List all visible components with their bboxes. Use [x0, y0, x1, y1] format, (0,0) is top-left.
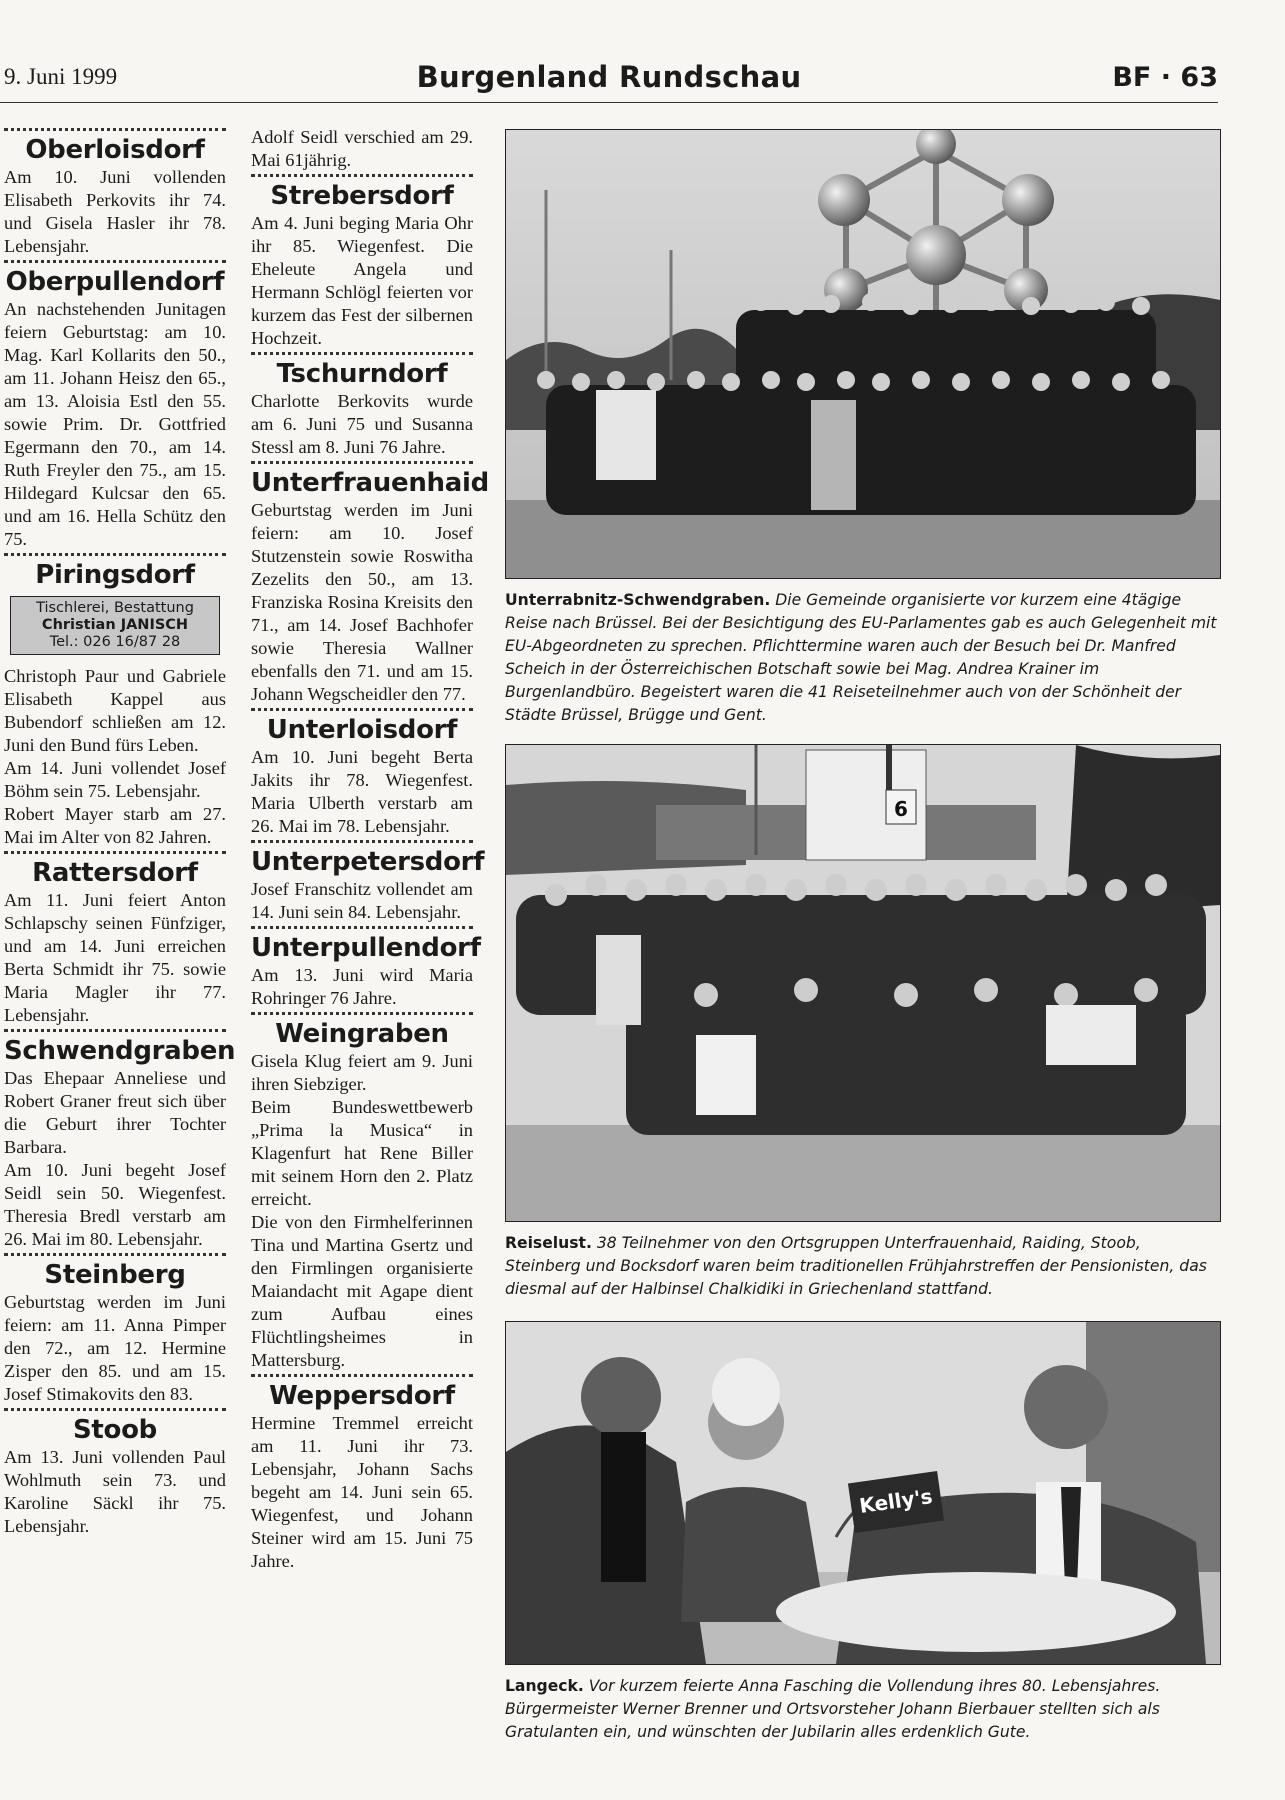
greek-sign-number: 6	[894, 797, 908, 821]
caption-lead: Langeck.	[505, 1677, 584, 1695]
section-text: Am 13. Juni wird Maria Rohringer 76 Jahre.	[251, 965, 473, 1008]
section-weingraben	[251, 1012, 473, 1372]
dotted-divider	[4, 1029, 226, 1032]
ad-line: Tischlerei, Bestattung	[36, 600, 194, 616]
section-strebersdorf	[251, 174, 473, 350]
section-steinberg	[4, 1253, 226, 1406]
section-title: Unterpetersdorf	[251, 847, 485, 877]
section-text: Gisela Klug feiert am 9. Juni ihren Siebziger.	[251, 1051, 473, 1094]
section-piringsdorf	[4, 553, 226, 849]
page-number: BF · 63	[1112, 62, 1218, 93]
photo-caption-langeck	[505, 1675, 1221, 1744]
section-text: Geburtstag werden im Juni feiern: am 10. Josef Stutzenstein sowie Roswitha Zezelits den 50., am 13. Franziska Rosina Kreisits den 71., am 14. Josef Bachhofer sowie Theresia Wallner ebenfalls den 71. und am 15. Johann Wegscheidler den 77.	[251, 500, 473, 704]
caption-text: Die Gemeinde organisierte vor kurzem eine 4tägige Reise nach Brüssel. Bei der Besichtigung des EU-Parlamentes gab es auch Gelegenheit mit EU-Abgeordneten zu sprechen. Pflichttermine waren auch der Besuch bei Dr. Manfred Scheich in der Österreichischen Botschaft sowie bei Mag. Andrea Krainer im Burgenlandbüro. Begeistert waren die 41 Reiseteilnehmer auch von der Schönheit der Städte Brüssel, Brügge und Gent.	[505, 591, 1217, 724]
newspaper-title: Burgenland Rundschau	[416, 60, 802, 94]
section-unterfrauenhaid	[251, 461, 489, 706]
section-title: Piringsdorf	[35, 560, 195, 590]
dotted-divider	[251, 926, 473, 929]
section-text: Adolf Seidl verschied am 29. Mai 61jährig.	[251, 127, 473, 170]
section-oberloisdorf	[4, 128, 226, 258]
section-title: Strebersdorf	[270, 181, 454, 211]
section-schwendgraben	[4, 1029, 236, 1251]
section-text: Das Ehepaar Anneliese und Robert Graner freut sich über die Geburt ihrer Tochter Barbara.	[4, 1068, 226, 1157]
section-text: Geburtstag werden im Juni feiern: am 11. Anna Pimper den 72., am 12. Hermine Zisper den 85. und am 15. Josef Stimakovits den 83.	[4, 1292, 226, 1404]
atomium-group-image	[506, 130, 1220, 578]
section-title: Weingraben	[275, 1019, 449, 1049]
section-text: Am 14. Juni vollendet Josef Böhm sein 75. Lebensjahr.	[4, 758, 226, 801]
dotted-divider	[251, 461, 473, 464]
section-oberpullendorf	[4, 260, 226, 551]
section-title: Oberpullendorf	[5, 267, 225, 297]
caption-text: Vor kurzem feierte Anna Fasching die Vollendung ihres 80. Lebensjahres. Bürgermeister Werner Brenner und Ortsvorsteher Johann Bierbauer stellten sich als Gratulanten ein, und wünschten der Jubilarin alles erdenklich Gute.	[505, 1677, 1161, 1741]
dotted-divider	[4, 851, 226, 854]
greece-group-image	[506, 745, 1220, 1221]
caption-lead: Reiselust.	[505, 1234, 592, 1252]
section-text: Beim Bundeswettbewerb „Prima la Musica“ in Klagenfurt hat Rene Biller mit seinem Horn den 2. Platz erreicht.	[251, 1097, 473, 1209]
photo-atomium-group	[505, 129, 1221, 579]
issue-date: 9. Juni 1999	[4, 64, 118, 89]
photo-caption-greece	[505, 1232, 1221, 1301]
dotted-divider	[251, 1012, 473, 1015]
section-title: Steinberg	[44, 1260, 186, 1290]
section-text: An nachstehenden Junitagen feiern Geburtstag: am 10. Mag. Karl Kollarits den 50., am 11. Johann Heisz den 65., am 13. Aloisia Estl den 55. sowie Prim. Dr. Gottfried Egermann den 70., am 14. Ruth Freyler den 75., am 15. Hildegard Kulcsar den 65. und am 16. Hella Schütz den 75.	[4, 299, 226, 549]
advertisement-box	[10, 596, 220, 655]
section-text: Am 13. Juni vollenden Paul Wohlmuth sein 73. und Karoline Säckl ihr 75. Lebensjahr.	[4, 1447, 226, 1536]
langeck-image	[506, 1322, 1220, 1664]
section-title: Weppersdorf	[269, 1381, 455, 1411]
section-title: Unterloisdorf	[266, 715, 458, 745]
section-text: Am 10. Juni begeht Berta Jakits ihr 78. Wiegenfest. Maria Ulberth verstarb am 26. Mai im 78. Lebensjahr.	[251, 747, 473, 836]
section-text: Charlotte Berkovits wurde am 6. Juni 75 und Susanna Stessl am 8. Juni 76 Jahre.	[251, 391, 473, 457]
left-column	[4, 126, 236, 1538]
section-text: Josef Franschitz vollendet am 14. Juni sein 84. Lebensjahr.	[251, 879, 473, 922]
section-title: Stoob	[73, 1415, 157, 1445]
section-text: Hermine Tremmel erreicht am 11. Juni ihr 73. Lebensjahr, Johann Sachs begeht am 14. Juni sein 65. Wiegenfest, und Johann Steiner wird am 15. Juni 75 Jahre.	[251, 1413, 473, 1571]
section-title: Unterfrauenhaid	[251, 468, 489, 498]
caption-lead: Unterrabnitz-Schwendgraben.	[505, 591, 771, 609]
section-text: Christoph Paur und Gabriele Elisabeth Kappel aus Bubendorf schließen am 12. Juni den Bund fürs Leben.	[4, 666, 226, 755]
middle-column	[251, 126, 489, 1573]
section-unterloisdorf	[251, 708, 473, 838]
dotted-divider	[4, 553, 226, 556]
dotted-divider	[251, 708, 473, 711]
kellys-label: Kelly's	[857, 1484, 934, 1519]
section-text: Am 11. Juni feiert Anton Schlapschy seinen Fünfziger, und am 14. Juni erreichen Berta Schmidt ihr 75. sowie Maria Magler ihr 77. Lebensjahr.	[4, 890, 226, 1025]
section-text: Am 10. Juni begeht Josef Seidl sein 50. Wiegenfest. Theresia Bredl verstarb am 26. Mai im 80. Lebensjahr.	[4, 1160, 226, 1249]
dotted-divider	[4, 128, 226, 131]
dotted-divider	[251, 840, 473, 843]
caption-text: 38 Teilnehmer von den Ortsgruppen Unterfrauenhaid, Raiding, Stoob, Steinberg und Bocksdorf waren beim traditionellen Frühjahrstreffen der Pensionisten, das diesmal auf der Halbinsel Chalkidiki in Griechenland stattfand.	[505, 1234, 1207, 1298]
photo-caption-atomium	[505, 589, 1221, 727]
section-title: Schwendgraben	[4, 1036, 236, 1066]
section-text: Robert Mayer starb am 27. Mai im Alter von 82 Jahren.	[4, 804, 226, 847]
photo-greece-group	[505, 744, 1221, 1222]
section-title: Rattersdorf	[32, 858, 198, 888]
section-title: Tschurndorf	[276, 359, 448, 389]
dotted-divider	[251, 352, 473, 355]
section-unterpetersdorf	[251, 840, 485, 924]
section-unterpullendorf	[251, 926, 481, 1010]
dotted-divider	[4, 1253, 226, 1256]
photo-langeck	[505, 1321, 1221, 1665]
dotted-divider	[4, 1408, 226, 1411]
dotted-divider	[251, 174, 473, 177]
section-rattersdorf	[4, 851, 226, 1027]
page-header	[0, 60, 1218, 103]
section-title: Oberloisdorf	[25, 135, 205, 165]
section-tschurndorf	[251, 352, 473, 459]
section-stoob	[4, 1408, 226, 1538]
section-text: Die von den Firmhelferinnen Tina und Martina Gsertz und den Firmlingen organisierte Maiandacht mit Agape dient zum Aufbau eines Flüchtlingsheimes in Mattersburg.	[251, 1212, 473, 1370]
section-text: Am 10. Juni vollenden Elisabeth Perkovits ihr 74. und Gisela Hasler ihr 78. Lebensjahr.	[4, 167, 226, 256]
ad-name: Christian JANISCH	[41, 617, 189, 633]
dotted-divider	[251, 1374, 473, 1377]
dotted-divider	[4, 260, 226, 263]
ad-phone: Tel.: 026 16/87 28	[49, 634, 181, 650]
section-weppersdorf	[251, 1374, 473, 1573]
section-title: Unterpullendorf	[251, 933, 481, 963]
section-text: Am 4. Juni beging Maria Ohr ihr 85. Wiegenfest. Die Eheleute Angela und Hermann Schlögl feierten vor kurzem das Fest der silbernen Hochzeit.	[251, 213, 473, 348]
